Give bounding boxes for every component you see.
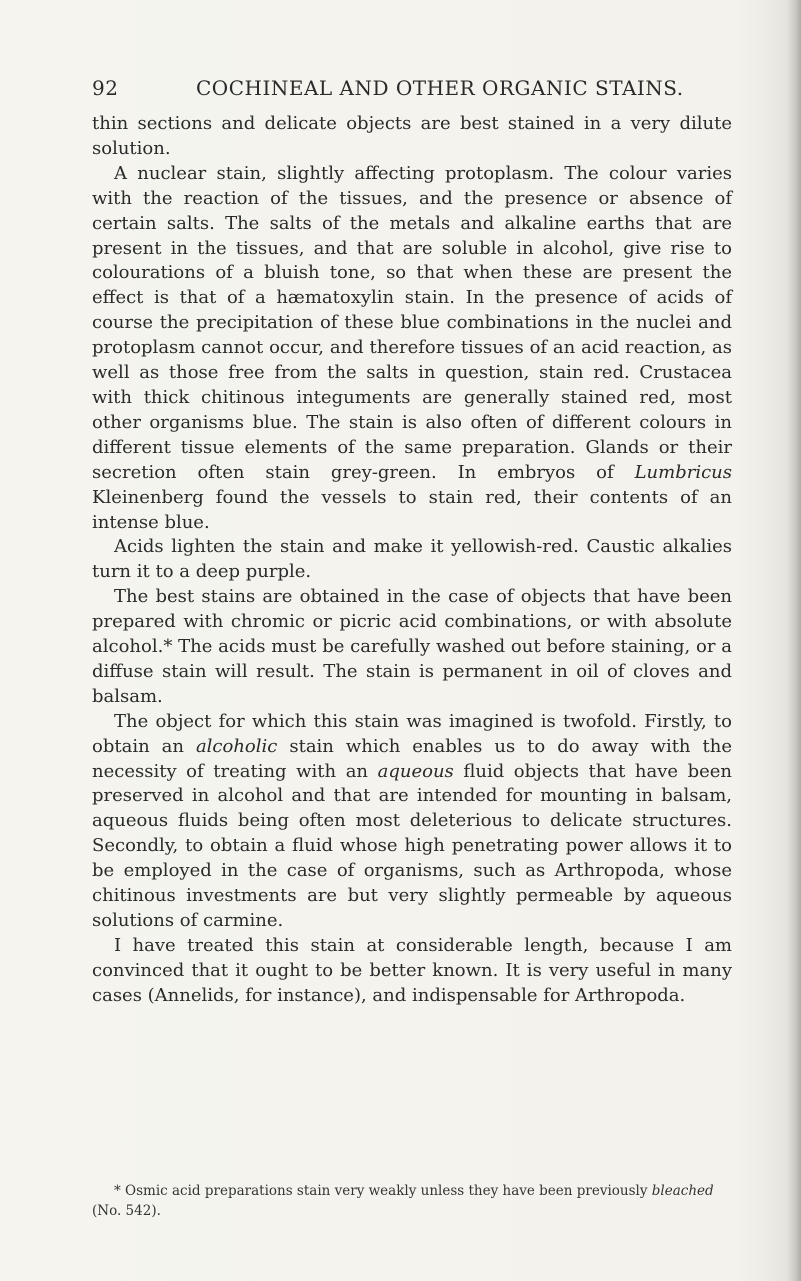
paragraph-5-a: The object for which this stain was imagined is twofold. Firstly, to obtain an (92, 710, 732, 757)
paragraph-4: The best stains are obtained in the case of objects that have been prepared with chromic or picric acid combinations, or with absolute alcohol.* The acids must be carefully washed out before staining, or a diffuse stain will result. The stain is permanent in oil of cloves and balsam. (92, 586, 732, 707)
page-number: 92 (92, 76, 119, 100)
paragraph-2 (92, 162, 732, 536)
body-text (92, 112, 732, 1009)
italic-alcoholic: alcoholic (195, 735, 278, 757)
paragraph-5 (92, 710, 732, 934)
page-edge-shadow (787, 0, 801, 1281)
running-head: COCHINEAL AND OTHER ORGANIC STAINS. (196, 76, 684, 100)
italic-lumbricus: Lumbricus (634, 461, 732, 483)
paragraph-2-after: Kleinenberg found the vessels to stain red, their contents of an intense blue. (92, 486, 732, 533)
italic-bleached: bleached (651, 1183, 714, 1199)
paragraph-5-b: stain which enables us to do away with the necessity of treating with an (92, 735, 732, 782)
paragraph-3: Acids lighten the stain and make it yellowish-red. Caustic alkalies turn it to a deep purple. (92, 536, 732, 583)
paragraph-6: I have treated this stain at considerable length, because I am convinced that it ought to be better known. It is very useful in many cases (Annelids, for instance), and indispensable for Arthropoda. (92, 934, 732, 1006)
page-header (92, 76, 732, 106)
italic-aqueous: aqueous (377, 760, 454, 782)
footnote (92, 1181, 732, 1221)
footnote-after: (No. 542). (92, 1203, 161, 1219)
paragraph-2-text: A nuclear stain, slightly affecting protoplasm. The colour varies with the reaction of the tissues, and the presence or absence of certain salts. The salts of the metals and alkaline earths that are present in the tissues, and that are soluble in alcohol, give rise to colourations of a bluish tone, so that when these are present the effect is that of a hæmatoxylin stain. In the presence of acids of course the precipitation of these blue combinations in the nuclei and protoplasm cannot occur, and therefore tissues of an acid reaction, as well as those free from the salts in question, stain red. Crustacea with thick chitinous integuments are generally stained red, most other organisms blue. The stain is also often of different colours in different tissue elements of the same preparation. Glands or their secretion often stain grey-green. In embryos of (92, 162, 732, 483)
paragraph-1: thin sections and delicate objects are best stained in a very dilute solution. (92, 113, 732, 159)
footnote-text: * Osmic acid preparations stain very weakly unless they have been previously (114, 1183, 648, 1199)
paragraph-5-c: fluid objects that have been preserved in alcohol and that are intended for mounting in balsam, aqueous fluids being often most deleterious to delicate structures. Secondly, to obtain a fluid whose high penetrating power allows it to be employed in the case of organisms, such as Arthropoda, whose chitinous investments are but very slightly permeable by aqueous solutions of carmine. (92, 760, 733, 931)
